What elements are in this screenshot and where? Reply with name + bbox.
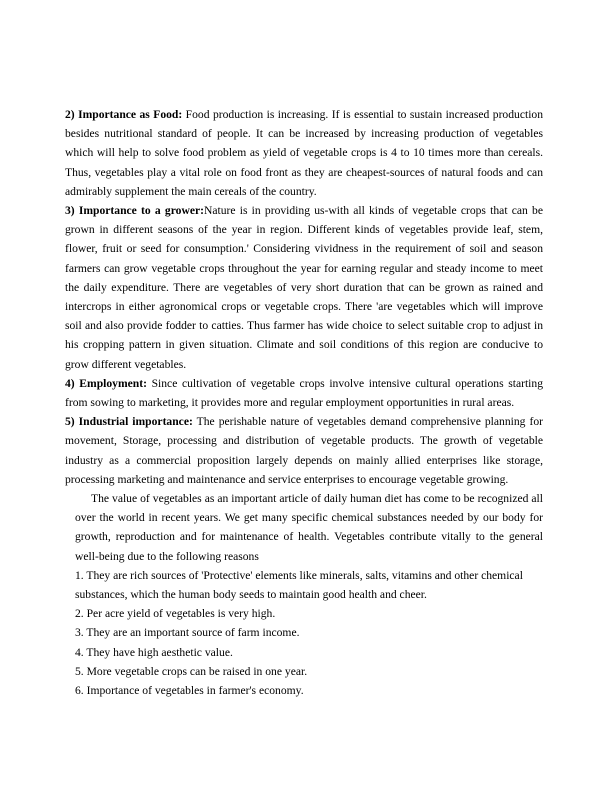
list-item: 5. More vegetable crops can be raised in one year. — [75, 664, 308, 678]
vegetable-value-block — [75, 489, 543, 700]
section-heading: 2) Importance as Food: — [65, 108, 183, 121]
list-item: 1. They are rich sources of 'Protective' elements like minerals, salts, vitamins and other chemical substances, which the human body seeds to maintain good health and cheer. — [75, 568, 523, 602]
section-text: Since cultivation of vegetable crops involve intensive cultural operations starting from sowing to marketing, it provides more and regular employment opportunities in rural areas. — [65, 376, 543, 410]
list-item: 6. Importance of vegetables in farmer's economy. — [75, 684, 304, 698]
section-heading: 4) Employment: — [65, 376, 147, 390]
section-text: Food production is increasing. If is essential to sustain increased production besides nutritional standard of people. It can be increased by increasing production of vegetables which will help to solve food problem as yield of vegetable crops is 4 to 10 times more than cereals. Thus, vegetables play a vital role on food front as they are cheapest-sources of natural foods and can admirably supplement the main cereals of the country. — [65, 108, 544, 198]
document-page — [65, 105, 543, 700]
list-item: 2. Per acre yield of vegetables is very high. — [75, 607, 276, 621]
section-heading: 5) Industrial importance: — [65, 415, 193, 429]
section-grower — [65, 201, 543, 374]
list-item: 4. They have high aesthetic value. — [75, 645, 233, 659]
section-text: The perishable nature of vegetables demand comprehensive planning for movement, Storage, processing and distribution of vegetable products. The growth of vegetable industry as a commercial proposition largely depends on mainly allied enterprises like storage, processing marketing and maintenance and service enterprises to encourage vegetable growing. — [65, 415, 543, 486]
section-heading: 3) Importance to a grower: — [65, 204, 204, 218]
section-text: Nature is in providing us-with all kinds of vegetable crops that can be grown in different seasons of the year in region. Different kinds of vegetables provide leaf, stem, flower, fruit or seed for consumption.' Considering vividness in the requirement of soil and season farmers can grow vegetable crops throughout the year for earning regular and steady income to meet the daily expenditure. There are vegetables of very short duration that can be grown as rained and intercrops in either agronomical crops or vegetable crops. There 'are vegetables which will improve soil and also provide fodder to catties. Thus farmer has wide choice to select suitable crop to adjust in his cropping pattern in given situation. Climate and soil conditions of this region are conducive to grow different vegetables. — [65, 204, 544, 371]
intro-paragraph: The value of vegetables as an important article of daily human diet has come to be recognized all over the world in recent years. We get many specific chemical substances needed by our body for growth, reproduction and for maintenance of health. Vegetables contribute vitally to the general well-being due to the following reasons — [75, 492, 543, 563]
reasons-list — [75, 566, 543, 700]
section-food — [65, 105, 543, 201]
section-employment — [65, 374, 543, 412]
section-industrial — [65, 412, 543, 489]
list-item: 3. They are an important source of farm income. — [75, 626, 300, 640]
